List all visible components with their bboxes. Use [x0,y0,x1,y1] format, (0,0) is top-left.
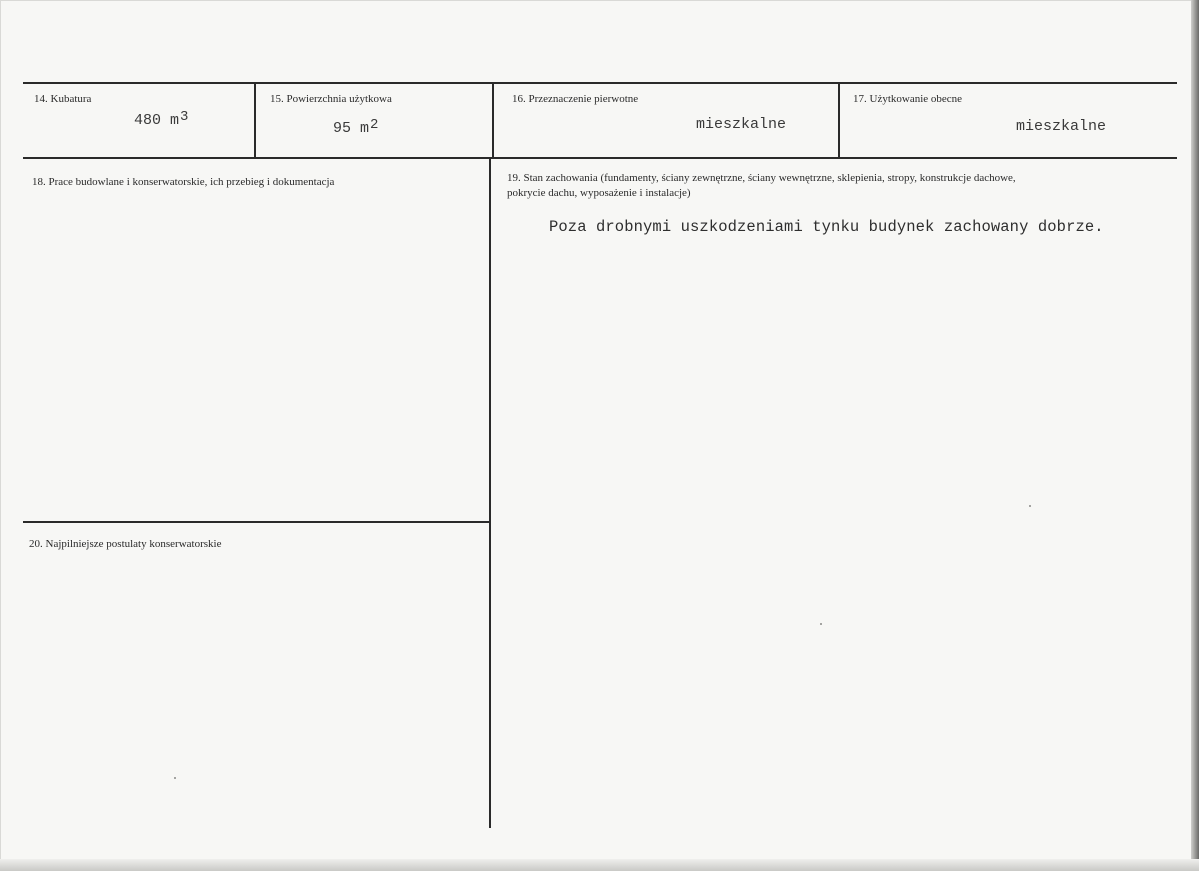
scan-edge-right [1191,0,1199,871]
scan-edge-bottom [0,859,1199,871]
field-19-label: 19. Stan zachowania (fundamenty, ściany zewnętrzne, ściany wewnętrzne, sklepienia, stropy, konstrukcje dachowe, pokrycie dachu, wyposażenie i instalacje) [507,172,1016,199]
divider-14-15 [254,83,256,158]
divider-18-20 [23,521,489,523]
top-row-top-rule [23,82,1177,84]
field-15-value-text: 95 m [333,120,370,137]
top-row-bottom-rule [23,157,1177,159]
divider-left-right [489,158,491,828]
field-14-value [134,109,189,129]
field-17-label: 17. Użytkowanie obecne [853,93,963,105]
divider-15-16 [492,83,494,158]
field-14-label: 14. Kubatura [34,93,92,105]
field-19-value: Poza drobnymi uszkodzeniami tynku budynek zachowany dobrze. [549,218,1104,236]
field-14-exponent: 3 [180,109,189,125]
field-17-value: mieszkalne [1016,118,1107,135]
paper-speck [174,777,176,779]
field-16-value: mieszkalne [696,116,787,133]
field-16-label: 16. Przeznaczenie pierwotne [512,93,639,105]
field-14-value-text: 480 m [134,112,180,129]
field-15-label: 15. Powierzchnia użytkowa [270,93,392,105]
field-18-label: 18. Prace budowlane i konserwatorskie, ich przebieg i dokumentacja [32,176,335,188]
divider-16-17 [838,83,840,158]
paper-speck [1029,505,1031,507]
field-15-value [333,117,379,137]
field-20-label: 20. Najpilniejsze postulaty konserwatorskie [29,538,222,550]
paper-speck [820,623,822,625]
field-15-exponent: 2 [370,117,379,133]
